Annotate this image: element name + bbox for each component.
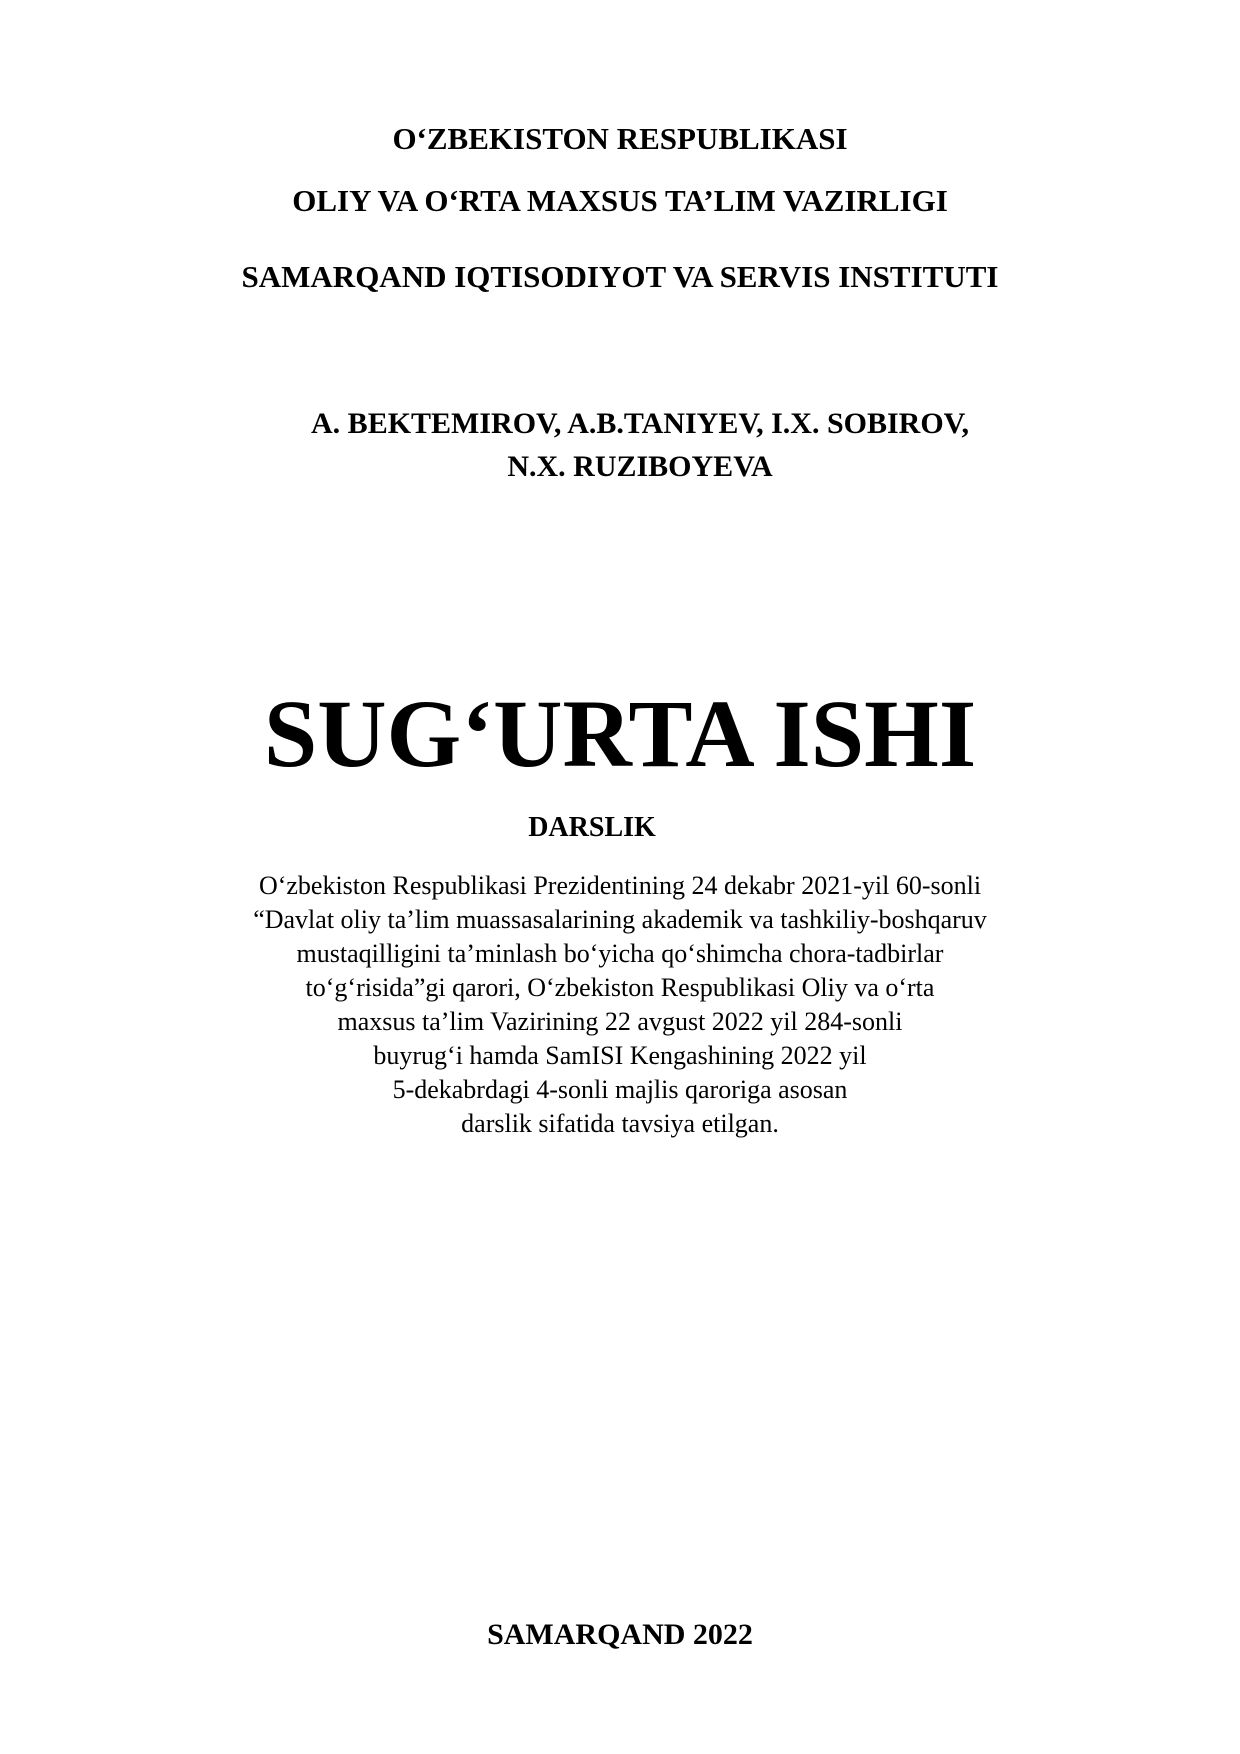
approval-line-2: “Davlat oliy ta’lim muassasalarining akademik va tashkiliy-boshqaruv (253, 905, 987, 934)
authors-line-2: N.X. RUZIBOYEVA (507, 450, 773, 483)
header-ministry: OLIY VA O‘RTA MAXSUS TA’LIM VAZIRLIGI (292, 183, 948, 218)
header-institute: SAMARQAND IQTISODIYOT VA SERVIS INSTITUTI (241, 259, 999, 294)
approval-line-6: buyrug‘i hamda SamISI Kengashining 2022 yil (373, 1041, 867, 1070)
header-republic: O‘ZBEKISTON RESPUBLIKASI (392, 121, 848, 156)
approval-line-8: darslik sifatida tavsiya etilgan. (461, 1109, 779, 1138)
book-type: DARSLIK (528, 812, 656, 843)
approval-line-1: O‘zbekiston Respublikasi Prezidentining 24 dekabr 2021-yil 60-sonli (258, 871, 982, 900)
approval-line-3: mustaqilligini ta’minlash bo‘yicha qo‘shimcha chora-tadbirlar (296, 939, 944, 968)
book-title: SUG‘URTA ISHI (263, 680, 977, 787)
approval-line-5: maxsus ta’lim Vazirining 22 avgust 2022 yil 284-sonli (337, 1007, 903, 1036)
authors-line-1: A. BEKTEMIROV, A.B.TANIYEV, I.X. SOBIROV, (311, 407, 969, 440)
approval-line-4: to‘g‘risida”gi qarori, O‘zbekiston Respublikasi Oliy va o‘rta (305, 973, 935, 1002)
publication-place-year: SAMARQAND 2022 (487, 1618, 753, 1651)
approval-line-7: 5-dekabrdagi 4-sonli majlis qaroriga asosan (392, 1075, 848, 1104)
